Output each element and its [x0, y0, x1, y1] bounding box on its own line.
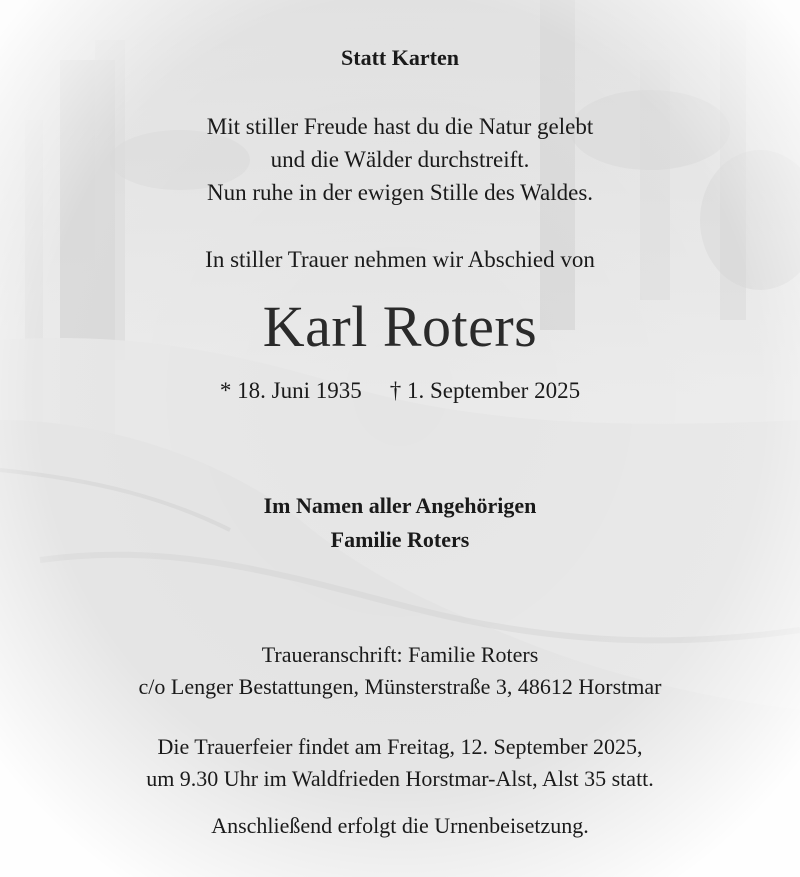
- verse-line-1: Mit stiller Freude hast du die Natur gelebt: [206, 114, 594, 139]
- address-line-1: Traueranschrift: Familie Roters: [261, 642, 539, 667]
- life-dates: [0, 378, 800, 404]
- birth-date: * 18. Juni 1935: [219, 378, 362, 403]
- ceremony-line-1: Die Trauerfeier findet am Freitag, 12. September 2025,: [157, 734, 643, 759]
- verse-line-2: und die Wälder durchstreift.: [270, 147, 530, 172]
- signature-line-2: Familie Roters: [330, 527, 470, 552]
- death-date: † 1. September 2025: [389, 378, 581, 403]
- address-line-2: c/o Lenger Bestattungen, Münsterstraße 3, 48612 Horstmar: [138, 674, 662, 699]
- deceased-name: Karl Roters: [262, 294, 538, 359]
- signature-line-1: Im Namen aller Angehörigen: [263, 493, 537, 518]
- statt-karten-heading: Statt Karten: [341, 45, 459, 70]
- urn-burial-note: Anschließend erfolgt die Urnenbeisetzung.: [211, 813, 589, 838]
- ceremony-line-2: um 9.30 Uhr im Waldfrieden Horstmar-Alst, Alst 35 statt.: [146, 766, 654, 791]
- verse-line-3: Nun ruhe in der ewigen Stille des Waldes.: [206, 180, 594, 205]
- farewell-intro: In stiller Trauer nehmen wir Abschied von: [205, 247, 595, 272]
